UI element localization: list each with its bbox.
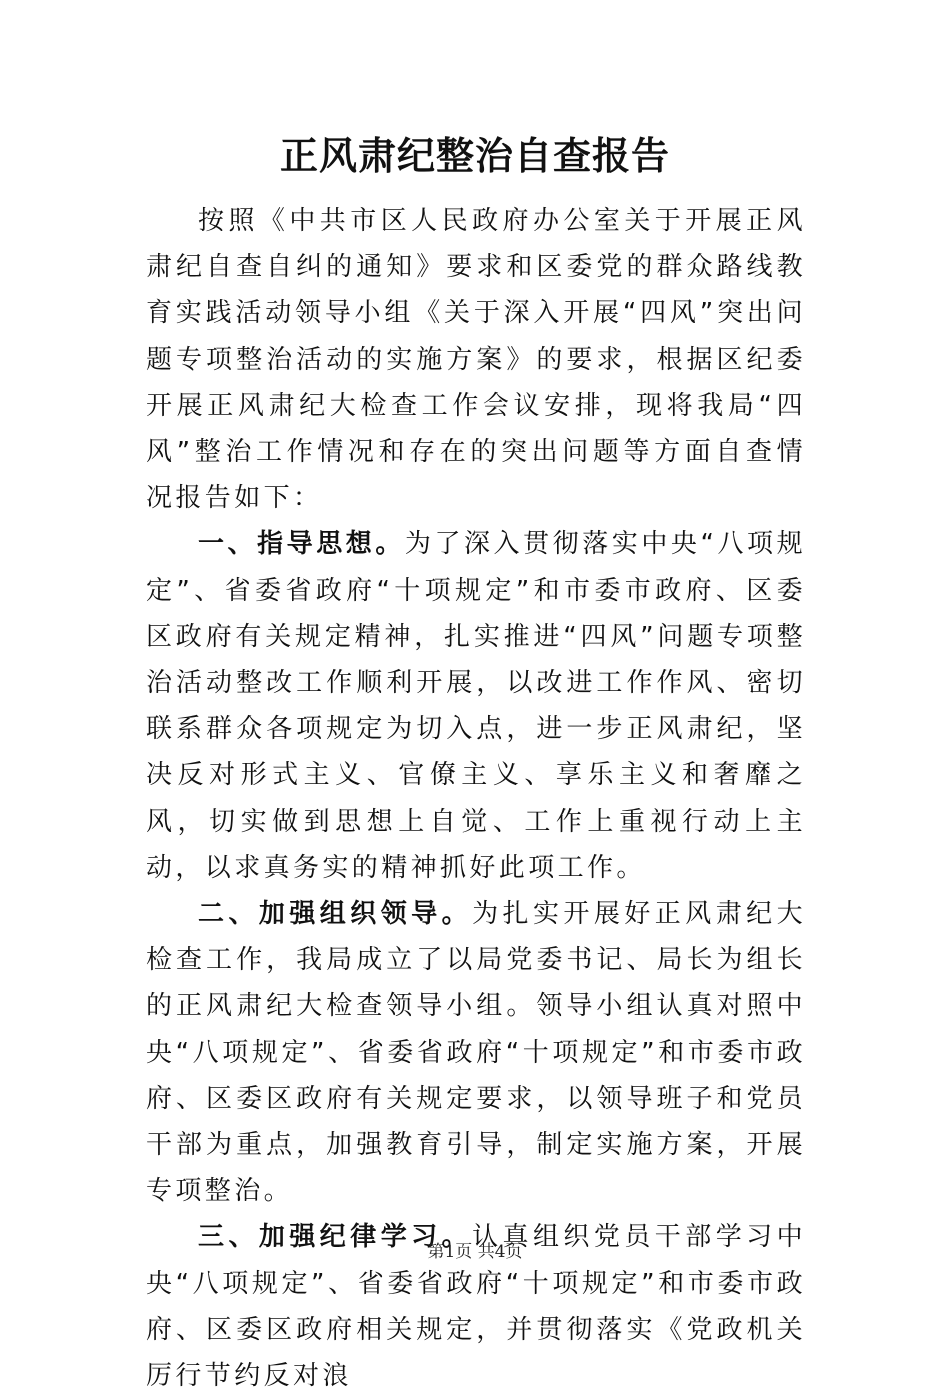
page-number-footer: 第1页 共4页 [427, 1242, 523, 1262]
section-paragraph-1 [146, 521, 806, 891]
document-title: 正风肃纪整治自查报告 [279, 134, 670, 178]
section-text-1: 为了深入贯彻落实中央“八项规定”、省委省政府“十项规定”和市委市政府、区委区政府有关规定精神，扎实推进“四风”问题专项整治活动整改工作顺利开展，以改进工作作风、密切联系群众各项规定为切入点，进一步正风肃纪，坚决反对形式主义、官僚主义、享乐主义和奢靡之风，切实做到思想上自觉、工作上重视行动上主动，以求真务实的精神抓好此项工作。 [146, 529, 806, 883]
section-heading-2: 二、加强组织领导。 [198, 899, 473, 930]
section-heading-1: 一、指导思想。 [198, 529, 405, 560]
section-text-3: 认真组织党员干部学习中央“八项规定”、省委省政府“十项规定”和市委市政府、区委区政府相关规定，并贯彻落实《党政机关厉行节约反对浪 [146, 1222, 806, 1392]
document-body [146, 198, 806, 1399]
section-heading-3: 三、加强纪律学习。 [198, 1222, 473, 1253]
section-paragraph-2 [146, 891, 806, 1214]
section-text-2: 为扎实开展好正风肃纪大检查工作，我局成立了以局党委书记、局长为组长的正风肃纪大检查领导小组。领导小组认真对照中央“八项规定”、省委省政府“十项规定”和市委市政府、区委区政府有关规定要求，以领导班子和党员干部为重点，加强教育引导，制定实施方案，开展专项整治。 [146, 899, 806, 1207]
intro-paragraph: 按照《中共市区人民政府办公室关于开展正风肃纪自查自纠的通知》要求和区委党的群众路线教育实践活动领导小组《关于深入开展“四风”突出问题专项整治活动的实施方案》的要求，根据区纪委开展正风肃纪大检查工作会议安排，现将我局“四风”整治工作情况和存在的突出问题等方面自查情况报告如下： [146, 206, 806, 514]
